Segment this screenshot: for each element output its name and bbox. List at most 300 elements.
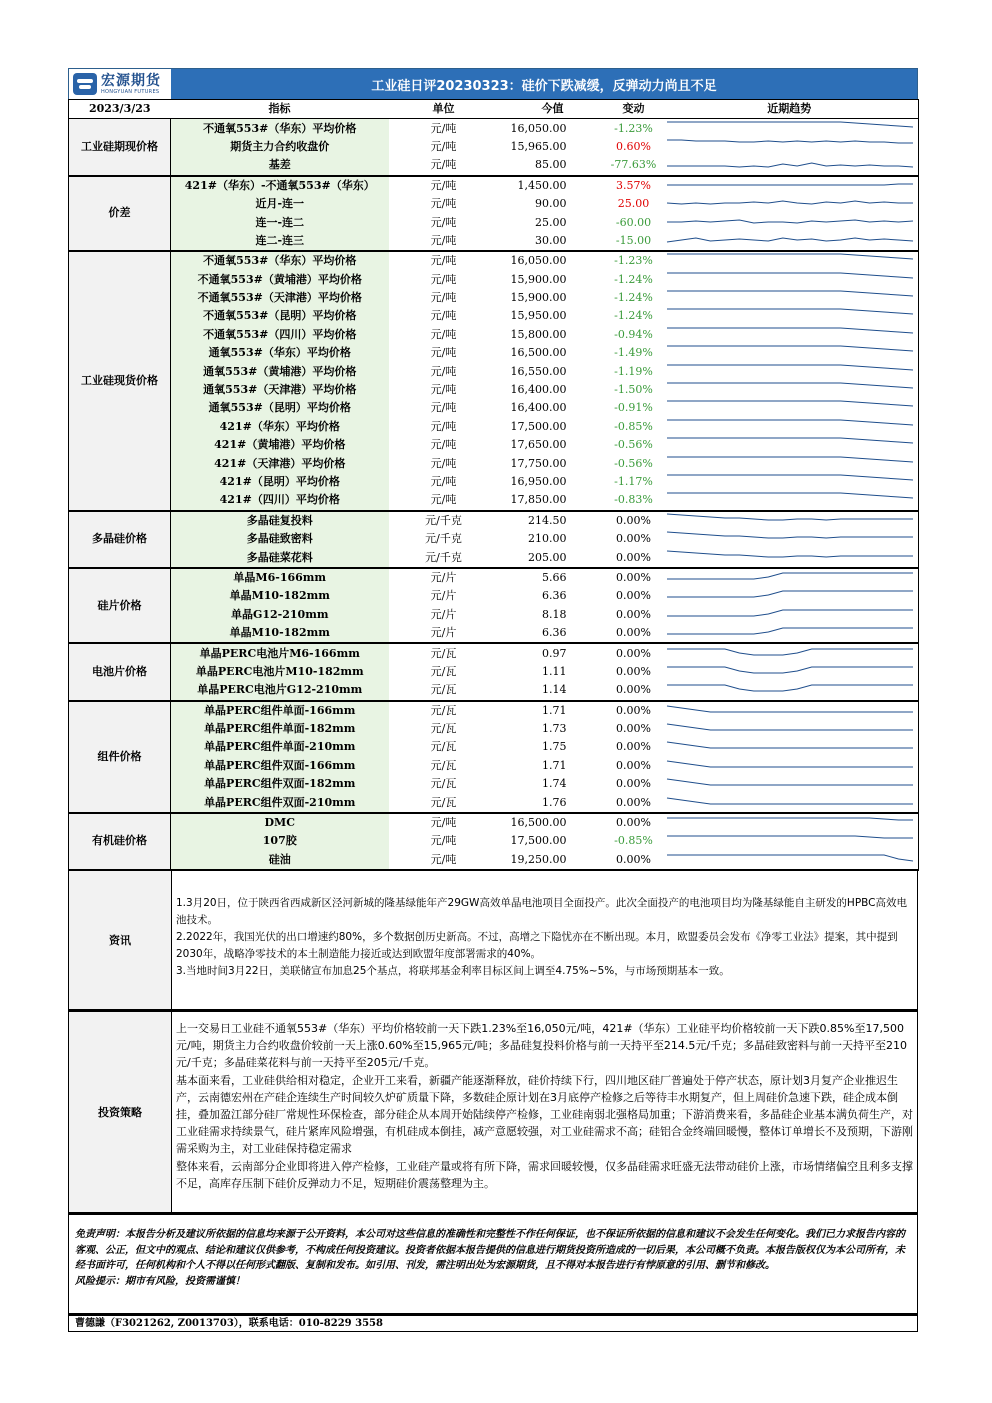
change-cell: 0.00% <box>616 664 651 678</box>
change-cell: 0.60% <box>616 139 651 153</box>
trend-sparkline-cell <box>661 399 919 417</box>
indicator-name: 107胶 <box>171 832 389 850</box>
col-header-trend: 近期趋势 <box>661 100 919 119</box>
value-cell: 1.71 <box>542 703 567 717</box>
value-cell: 16,400.00 <box>510 401 567 415</box>
change-cell: 0.00% <box>616 777 651 791</box>
trend-sparkline-cell <box>661 606 919 624</box>
table-row <box>69 362 919 380</box>
change-cell: 0.00% <box>616 758 651 772</box>
value-cell: 214.50 <box>528 513 567 527</box>
strategy-paragraph: 基本面来看，工业硅供给相对稳定，企业开工来看，新疆产能逐渐释放，硅价持续下行，四川地区硅厂普遍处于停产状态，原计划3月复产企业推迟生产，云南德宏州在产硅企连续生产时间较久炉矿质量下降，多数硅企原计划在3月底停产检修之后等待丰水期复产，但上周硅价急速下跌，硅企成本倒挂，叠加盈江部分硅厂常规性环保检查，部分硅企从本周开始陆续停产检修，工业硅南弱北强格局加重；下游消费来看，多晶硅企业基本满负荷生产，对工业硅需求持续景气，硅片紧库风险增强，有机硅成本倒挂，减产意愿较强，对工业硅需求不高；硅铝合金终端回暖慢，整体订单增长不及预期，下游刚需采购为主，对工业硅保持稳定需求 <box>176 1073 913 1156</box>
value-cell: 16,050.00 <box>510 121 567 135</box>
report-date: 2023/3/23 <box>69 100 171 119</box>
change-cell: 0.00% <box>616 740 651 754</box>
sparkline-chart <box>665 344 915 362</box>
change-cell: 0.00% <box>616 570 651 584</box>
sparkline-chart <box>665 271 915 289</box>
risk-warning: 风险提示：期市有风险，投资需谨慎！ <box>75 1275 245 1287</box>
value-cell: 15,950.00 <box>510 309 567 323</box>
table-row <box>69 344 919 362</box>
sparkline-line <box>667 798 913 804</box>
sparkline-line <box>667 201 913 204</box>
change-cell: 0.00% <box>616 607 651 621</box>
change-cell: -1.23% <box>614 121 653 135</box>
sparkline-line <box>667 273 913 278</box>
sparkline-line <box>667 706 913 712</box>
sparkline-chart <box>665 399 915 417</box>
change-cell: -1.17% <box>614 475 653 488</box>
unit-cell: 元/片 <box>389 624 499 643</box>
unit-cell: 元/吨 <box>430 309 457 323</box>
sparkline-chart <box>665 606 915 624</box>
value-cell: 17,500.00 <box>510 834 567 848</box>
value-cell: 16,500.00 <box>510 816 567 830</box>
unit-cell: 元/吨 <box>430 327 457 341</box>
indicator-name: 单晶PERC组件双面-182mm <box>171 775 389 793</box>
section-name: 硅片价格 <box>69 568 171 644</box>
change-cell: -1.23% <box>614 254 653 268</box>
unit-cell: 元/瓦 <box>430 722 457 736</box>
sparkline-chart <box>665 195 915 213</box>
unit-cell: 元/片 <box>430 570 457 584</box>
value-cell: 17,850.00 <box>499 491 607 510</box>
unit-cell: 元/片 <box>430 607 457 621</box>
value-cell: 85.00 <box>499 156 607 175</box>
value-cell: 8.18 <box>542 607 567 621</box>
trend-sparkline-cell <box>661 530 919 548</box>
sparkline-line <box>667 573 913 579</box>
indicator-name: 多晶硅复投料 <box>171 511 389 530</box>
sparkline-chart <box>665 363 915 381</box>
table-row <box>69 436 919 454</box>
unit-cell: 元/千克 <box>389 548 499 567</box>
unit-cell: 元/吨 <box>430 383 457 397</box>
change-cell: -0.94% <box>614 327 653 341</box>
value-cell: 16,950.00 <box>510 475 567 488</box>
unit-cell: 元/吨 <box>430 401 457 415</box>
analyst-contact: 曹德謙（F3021262, Z0013703），联系电话：010-8229 3558 <box>68 1314 918 1332</box>
report-frame <box>68 68 918 1332</box>
trend-sparkline-cell <box>661 643 919 662</box>
indicator-name: 期货主力合约收盘价 <box>171 138 389 156</box>
trend-sparkline-cell <box>661 213 919 231</box>
change-cell: 0.00% <box>616 646 651 660</box>
unit-cell: 元/吨 <box>430 272 457 286</box>
col-header-unit: 单位 <box>389 100 499 119</box>
table-row <box>69 643 919 662</box>
sparkline-chart <box>665 455 915 473</box>
table-row <box>69 587 919 605</box>
change-cell: -0.91% <box>614 401 653 415</box>
table-row <box>69 511 919 530</box>
trend-sparkline-cell <box>661 454 919 472</box>
change-cell: 3.57% <box>616 178 651 192</box>
trend-sparkline-cell <box>661 362 919 380</box>
table-row <box>69 663 919 681</box>
unit-cell: 元/吨 <box>430 215 457 229</box>
value-cell: 5.66 <box>542 570 567 584</box>
unit-cell: 元/片 <box>430 589 457 603</box>
unit-cell: 元/千克 <box>425 532 462 546</box>
trend-sparkline-cell <box>661 701 919 720</box>
indicator-name: 不通氧553#（华东）平均价格 <box>171 251 389 270</box>
section-name: 工业硅期现价格 <box>69 119 171 176</box>
value-cell: 1.11 <box>542 664 567 678</box>
sparkline-line <box>667 475 913 480</box>
report-title: 工业硅日评20230323：硅价下跌减缓，反弹动力尚且不足 <box>171 69 917 99</box>
unit-cell: 元/吨 <box>389 851 499 870</box>
change-cell: -0.85% <box>614 419 653 433</box>
table-row <box>69 813 919 832</box>
unit-cell: 元/千克 <box>425 513 462 527</box>
change-cell: 0.00% <box>607 851 661 870</box>
indicator-name: 多晶硅菜花料 <box>171 548 389 567</box>
table-row <box>69 195 919 213</box>
table-row <box>69 176 919 195</box>
indicator-name: 421#（华东）平均价格 <box>171 418 389 436</box>
sparkline-chart <box>665 738 915 756</box>
disclaimer <box>68 1213 918 1314</box>
change-cell: 0.00% <box>616 532 651 546</box>
report-header <box>68 68 918 99</box>
trend-sparkline-cell <box>661 587 919 605</box>
trend-sparkline-cell <box>661 436 919 454</box>
news-item: 2.2022年，我国光伏的出口增速约80%，多个数据创历史新高。不过，高增之下隐忧亦在不断出现。本月，欧盟委员会发布《净零工业法》提案，其中提到2030年，战略净零技术的本土制造能力接近或达到欧盟年度部署需求的40%。 <box>176 931 898 961</box>
indicator-name: 单晶PERC组件单面-210mm <box>171 738 389 756</box>
change-cell: 0.00% <box>616 513 651 527</box>
change-cell: 0.00% <box>616 589 651 603</box>
value-cell: 1.76 <box>499 793 607 812</box>
sparkline-line <box>667 438 913 443</box>
sparkline-line <box>667 420 913 425</box>
trend-sparkline-cell <box>661 738 919 756</box>
sparkline-chart <box>665 156 915 174</box>
trend-sparkline-cell <box>661 548 919 567</box>
unit-cell: 元/吨 <box>430 834 457 848</box>
table-row <box>69 548 919 567</box>
trend-sparkline-cell <box>661 681 919 700</box>
trend-sparkline-cell <box>661 720 919 738</box>
table-row <box>69 289 919 307</box>
change-cell: -1.24% <box>614 272 653 286</box>
trend-sparkline-cell <box>661 156 919 175</box>
sparkline-chart <box>665 851 915 869</box>
indicator-name: 单晶PERC组件双面-166mm <box>171 757 389 775</box>
strategy-paragraph: 上一交易日工业硅不通氧553#（华东）平均价格较前一天下跌1.23%至16,050元/吨，421#（华东）工业硅平均价格较前一天下跌0.85%至17,500元/吨，期货主力合约收盘价较前一天上涨0.60%至15,965元/吨；多晶硅复投料价格与前一天持平至214.5元/千克；多晶硅致密料与前一天持平至210元/千克；多晶硅菜花料与前一天持平至205元/千克。 <box>176 1022 908 1070</box>
indicator-name: 单晶PERC电池片G12-210mm <box>171 681 389 700</box>
change-cell: -1.24% <box>614 291 653 305</box>
strategy-paragraph: 整体来看，云南部分企业即将进入停产检修，工业硅产量或将有所下降，需求回暖较慢，仅多晶硅需求旺盛无法带动硅价上涨，市场情绪偏空且利多支撑不足，高库存压制下硅价反弹动力不足，短期硅价震荡整理为主。 <box>176 1159 913 1190</box>
sparkline-line <box>667 184 913 185</box>
change-cell: 0.00% <box>616 703 651 717</box>
sparkline-chart <box>665 775 915 793</box>
disclaimer-text: 免责声明：本报告分析及建议所依据的信息均来源于公开资料，本公司对这些信息的准确性和完整性不作任何保证，也不保证所依据的信息和建议不会发生任何变化。我们已力求报告内容的客观、公正，但文中的观点、结论和建议仅供参考，不构成任何投资建议。投资者依据本报告提供的信息进行期货投资所造成的一切后果，本公司概不负责。本报告版权仅为本公司所有，未经书面许可，任何机构和个人不得以任何形式翻版、复制和发布。如引用、刊发，需注明出处为宏源期货，且不得对本报告进行有悖原意的引用、删节和修改。 <box>75 1229 905 1272</box>
trend-sparkline-cell <box>661 344 919 362</box>
indicator-name: 不通氧553#（华东）平均价格 <box>171 119 389 138</box>
sparkline-chart <box>665 138 915 156</box>
change-cell: -1.19% <box>614 364 653 378</box>
indicator-name: 连二-连三 <box>171 232 389 251</box>
indicator-name: 通氧553#（昆明）平均价格 <box>171 399 389 417</box>
value-cell: 25.00 <box>535 215 567 229</box>
indicator-name: 近月-连一 <box>171 195 389 213</box>
table-row <box>69 757 919 775</box>
sparkline-line <box>667 649 913 655</box>
value-cell: 205.00 <box>499 548 607 567</box>
change-cell: -1.49% <box>614 346 653 360</box>
value-cell: 17,650.00 <box>510 438 567 452</box>
table-row <box>69 568 919 587</box>
sparkline-chart <box>665 214 915 232</box>
sparkline-line <box>667 551 913 557</box>
sparkline-line <box>667 238 913 242</box>
sparkline-line <box>667 724 913 730</box>
trend-sparkline-cell <box>661 491 919 510</box>
sparkline-line <box>667 667 913 673</box>
table-header-row <box>69 100 919 119</box>
strategy-section <box>68 1010 918 1213</box>
trend-sparkline-cell <box>661 232 919 251</box>
trend-sparkline-cell <box>661 119 919 138</box>
indicator-name: 单晶PERC组件双面-210mm <box>171 793 389 812</box>
indicator-name: 不通氧553#（天津港）平均价格 <box>171 289 389 307</box>
value-cell: 15,900.00 <box>510 291 567 305</box>
unit-cell: 元/吨 <box>430 419 457 433</box>
indicator-name: 单晶PERC电池片M6-166mm <box>171 643 389 662</box>
sparkline-line <box>667 514 913 520</box>
col-header-indicator: 指标 <box>171 100 389 119</box>
trend-sparkline-cell <box>661 307 919 325</box>
unit-cell: 元/吨 <box>389 232 499 251</box>
table-body <box>69 119 919 870</box>
change-cell: -60.00 <box>615 215 652 229</box>
indicator-name: 单晶M10-182mm <box>171 587 389 605</box>
sparkline-line <box>667 628 913 634</box>
table-row <box>69 271 919 289</box>
value-cell: 15,900.00 <box>510 272 567 286</box>
table-row <box>69 681 919 700</box>
sparkline-line <box>667 591 913 597</box>
sparkline-chart <box>665 491 915 509</box>
strategy-label: 投资策略 <box>69 1012 172 1212</box>
sparkline-line <box>667 493 913 498</box>
value-cell: 1,450.00 <box>517 178 567 192</box>
value-cell: 1.74 <box>542 777 567 791</box>
change-cell: 25.00 <box>617 197 650 211</box>
section-name: 多晶硅价格 <box>69 511 171 568</box>
sparkline-chart <box>665 326 915 344</box>
indicator-name: 通氧553#（天津港）平均价格 <box>171 381 389 399</box>
table-row <box>69 326 919 344</box>
indicator-name: 多晶硅致密料 <box>171 530 389 548</box>
value-cell: 16,500.00 <box>510 346 567 360</box>
sparkline-line <box>667 254 913 259</box>
indicator-name: 单晶G12-210mm <box>171 606 389 624</box>
trend-sparkline-cell <box>661 326 919 344</box>
change-cell: -15.00 <box>607 232 661 251</box>
table-row <box>69 793 919 812</box>
sparkline-line <box>667 685 913 691</box>
sparkline-line <box>667 855 913 861</box>
value-cell: 16,550.00 <box>510 364 567 378</box>
value-cell: 0.97 <box>542 646 567 660</box>
sparkline-chart <box>665 232 915 250</box>
logo-name-cn: 宏源期货 <box>101 72 161 89</box>
sparkline-line <box>667 610 913 616</box>
value-cell: 210.00 <box>528 532 567 546</box>
table-row <box>69 119 919 138</box>
news-item: 3.当地时间3月22日，美联储宣布加息25个基点，将联邦基金利率目标区间上调至4.75%~5%，与市场预期基本一致。 <box>176 965 730 978</box>
unit-cell: 元/吨 <box>430 121 457 135</box>
unit-cell: 元/吨 <box>389 491 499 510</box>
table-row <box>69 381 919 399</box>
change-cell: 0.00% <box>607 624 661 643</box>
unit-cell: 元/吨 <box>430 178 457 192</box>
logo-name-en: HONGYUAN FUTURES <box>101 88 160 95</box>
sparkline-chart <box>665 681 915 699</box>
sparkline-line <box>667 761 913 767</box>
unit-cell: 元/瓦 <box>430 703 457 717</box>
col-header-value: 今值 <box>499 100 607 119</box>
indicator-name: 单晶PERC电池片M10-182mm <box>171 663 389 681</box>
sparkline-line <box>667 346 913 351</box>
change-cell: -1.50% <box>614 383 653 397</box>
trend-sparkline-cell <box>661 473 919 491</box>
indicator-name: 单晶M6-166mm <box>171 568 389 587</box>
sparkline-chart <box>665 120 915 138</box>
sparkline-line <box>667 779 913 785</box>
section-name: 工业硅现货价格 <box>69 251 171 510</box>
sparkline-line <box>667 383 913 388</box>
sparkline-line <box>667 742 913 748</box>
sparkline-line <box>667 365 913 370</box>
trend-sparkline-cell <box>661 813 919 832</box>
sparkline-line <box>667 163 913 167</box>
sparkline-chart <box>665 624 915 642</box>
table-row <box>69 491 919 510</box>
news-label: 资讯 <box>69 871 172 1009</box>
trend-sparkline-cell <box>661 568 919 587</box>
price-table <box>68 99 919 871</box>
sparkline-line <box>667 291 913 296</box>
change-cell: 0.00% <box>607 548 661 567</box>
indicator-name: 硅油 <box>171 851 389 870</box>
table-row <box>69 138 919 156</box>
table-row <box>69 851 919 870</box>
unit-cell: 元/吨 <box>430 456 457 470</box>
indicator-name: 通氧553#（华东）平均价格 <box>171 344 389 362</box>
sparkline-line <box>667 457 913 462</box>
table-row <box>69 606 919 624</box>
change-cell: -0.83% <box>607 491 661 510</box>
change-cell: 0.00% <box>607 793 661 812</box>
value-cell: 1.75 <box>542 740 567 754</box>
indicator-name: 通氧553#（黄埔港）平均价格 <box>171 362 389 380</box>
sparkline-line <box>667 140 913 143</box>
value-cell: 30.00 <box>499 232 607 251</box>
change-cell: 0.00% <box>616 722 651 736</box>
sparkline-chart <box>665 569 915 587</box>
sparkline-line <box>667 818 913 820</box>
section-name: 电池片价格 <box>69 643 171 700</box>
trend-sparkline-cell <box>661 663 919 681</box>
value-cell: 6.36 <box>499 624 607 643</box>
indicator-name: 421#（四川）平均价格 <box>171 491 389 510</box>
trend-sparkline-cell <box>661 793 919 812</box>
news-body <box>172 871 917 1009</box>
change-cell: -0.56% <box>614 456 653 470</box>
unit-cell: 元/瓦 <box>389 793 499 812</box>
value-cell: 90.00 <box>535 197 567 211</box>
value-cell: 1.14 <box>499 681 607 700</box>
sparkline-line <box>667 220 913 223</box>
value-cell: 15,965.00 <box>510 139 567 153</box>
indicator-name: 不通氧553#（黄埔港）平均价格 <box>171 271 389 289</box>
change-cell: -1.24% <box>614 309 653 323</box>
value-cell: 17,500.00 <box>510 419 567 433</box>
unit-cell: 元/瓦 <box>430 646 457 660</box>
trend-sparkline-cell <box>661 251 919 270</box>
sparkline-line <box>667 122 913 127</box>
trend-sparkline-cell <box>661 757 919 775</box>
section-name: 组件价格 <box>69 701 171 813</box>
value-cell: 1.71 <box>542 758 567 772</box>
trend-sparkline-cell <box>661 289 919 307</box>
unit-cell: 元/瓦 <box>430 758 457 772</box>
sparkline-chart <box>665 177 915 195</box>
sparkline-line <box>667 532 913 538</box>
sparkline-chart <box>665 757 915 775</box>
change-cell: 0.00% <box>616 816 651 830</box>
unit-cell: 元/吨 <box>430 346 457 360</box>
unit-cell: 元/瓦 <box>389 681 499 700</box>
unit-cell: 元/吨 <box>430 139 457 153</box>
indicator-name: 421#（昆明）平均价格 <box>171 473 389 491</box>
table-row <box>69 701 919 720</box>
table-row <box>69 156 919 175</box>
table-row <box>69 418 919 436</box>
section-name: 价差 <box>69 176 171 252</box>
trend-sparkline-cell <box>661 418 919 436</box>
sparkline-chart <box>665 307 915 325</box>
sparkline-chart <box>665 663 915 681</box>
sparkline-chart <box>665 289 915 307</box>
unit-cell: 元/吨 <box>430 291 457 305</box>
table-row <box>69 473 919 491</box>
table-row <box>69 307 919 325</box>
value-cell: 1.73 <box>542 722 567 736</box>
logo-icon <box>73 73 97 95</box>
indicator-name: 连一-连二 <box>171 213 389 231</box>
indicator-name: 不通氧553#（昆明）平均价格 <box>171 307 389 325</box>
table-row <box>69 232 919 251</box>
change-cell: -0.56% <box>614 438 653 452</box>
news-section <box>68 871 918 1010</box>
sparkline-line <box>667 836 913 838</box>
strategy-body <box>172 1012 917 1212</box>
table-row <box>69 454 919 472</box>
trend-sparkline-cell <box>661 176 919 195</box>
indicator-name: 基差 <box>171 156 389 175</box>
indicator-name: 421#（黄埔港）平均价格 <box>171 436 389 454</box>
table-row <box>69 775 919 793</box>
trend-sparkline-cell <box>661 511 919 530</box>
sparkline-chart <box>665 473 915 491</box>
sparkline-chart <box>665 530 915 548</box>
change-cell: -77.63% <box>607 156 661 175</box>
indicator-name: 单晶PERC组件单面-182mm <box>171 720 389 738</box>
